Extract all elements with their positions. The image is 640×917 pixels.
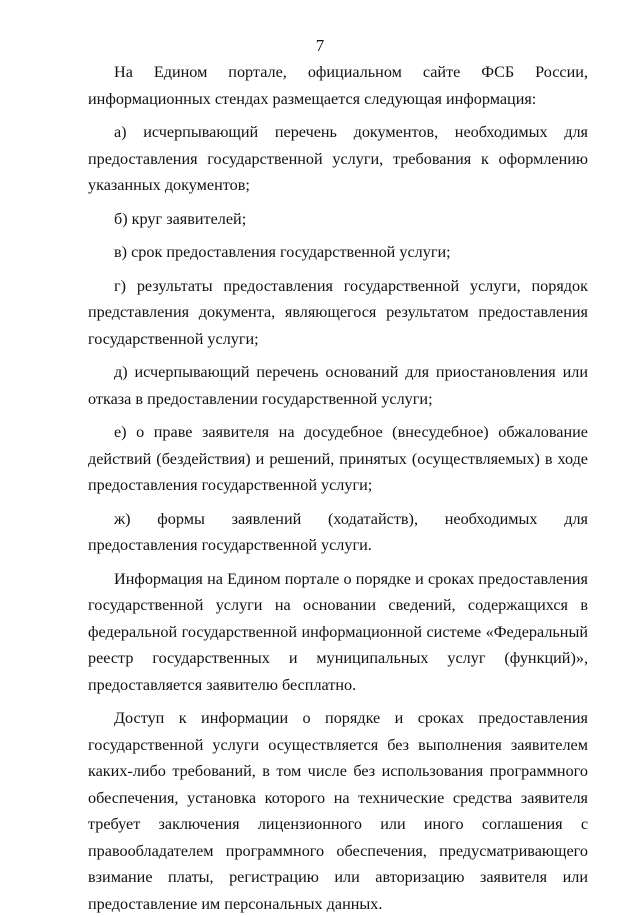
paragraph-access-info: Доступ к информации о порядке и сроках предоставления государственной услуги осуществляется без выполнения заявителем каких-либо требований, в том числе без использования программного обеспечения, установка которого на технические средства заявителя требует заключения лицензионного или иного соглашения с правообладателем программного обеспечения, предусматривающего взимание платы, регистрацию или авторизацию заявителя или предоставление им персональных данных. <box>88 709 588 913</box>
paragraph-item-b: б) круг заявителей; <box>114 209 247 228</box>
paragraph-intro: На Едином портале, официальном сайте ФСБ России, информационных стендах размещается следующая информация: <box>88 63 588 108</box>
paragraph-portal-info: Информация на Едином портале о порядке и сроках предоставления государственной услуги на основании сведений, содержащихся в федеральной государственной информационной системе «Федеральный реестр государственных и муниципальных услуг (функций)», предоставляется заявителю бесплатно. <box>88 569 588 694</box>
paragraph-item-v: в) срок предоставления государственной услуги; <box>114 243 451 261</box>
paragraph-item-d: д) исчерпывающий перечень оснований для приостановления или отказа в предоставлении государственной услуги; <box>88 363 588 408</box>
page-number: 7 <box>315 36 325 55</box>
paragraph-item-g: г) результаты предоставления государственной услуги, порядок представления документа, являющегося результатом предоставления государственной услуги; <box>88 276 588 348</box>
paragraph-item-a: а) исчерпывающий перечень документов, необходимых для предоставления государственной услуги, требования к оформлению указанных документов; <box>88 123 588 194</box>
paragraph-item-zh: ж) формы заявлений (ходатайств), необходимых для предоставления государственной услуги. <box>88 509 588 554</box>
paragraph-item-e: е) о праве заявителя на досудебное (внесудебное) обжалование действий (бездействия) и решений, принятых (осуществляемых) в ходе предоставления государственной услуги; <box>88 423 588 494</box>
document-body <box>88 59 588 917</box>
